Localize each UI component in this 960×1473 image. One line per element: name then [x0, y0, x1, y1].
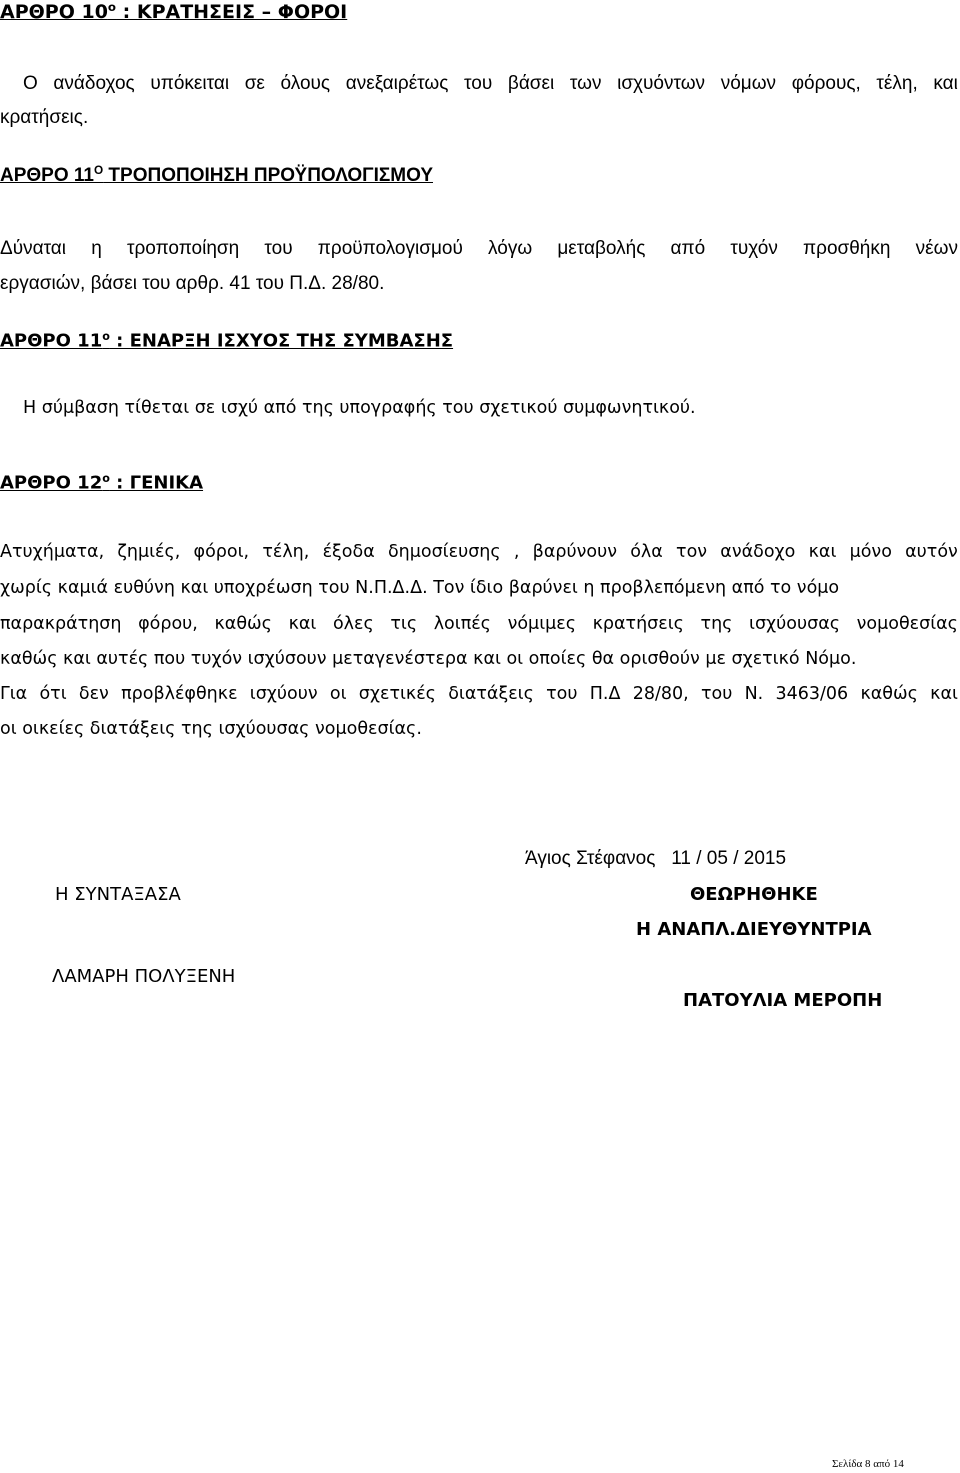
word: Π.Δ	[589, 684, 621, 704]
director-name: ΠΑΤΟΥΛΙΑ ΜΕΡΟΠΗ	[683, 990, 883, 1011]
article-12-line-4: καθώς και αυτές που τυχόν ισχύσουν μεταγενέστερα και οι οποίες θα ορισθούν με σχετικό Νόμο.	[0, 649, 857, 669]
word: καθώς	[860, 684, 918, 704]
word: από	[670, 238, 706, 259]
word: υπόκειται	[150, 73, 230, 94]
word: δεν	[78, 684, 109, 704]
word: ισχύουν	[249, 684, 318, 704]
article-11-start-line-1: Η σύμβαση τίθεται σε ισχύ από της υπογραφής του σχετικού συμφωνητικού.	[23, 398, 696, 418]
word: νέων	[915, 238, 958, 259]
word: τυχόν	[730, 238, 778, 259]
word: Ο	[23, 73, 38, 94]
heading-text: ΑΡΘΡΟ 12	[0, 472, 103, 494]
article-10-line-1	[23, 73, 958, 95]
heading-superscript: ο	[107, 0, 117, 14]
article-12-line-3	[0, 614, 958, 634]
word: του	[264, 238, 293, 259]
heading-superscript: Ο	[94, 164, 104, 177]
word: ισχύουσας	[749, 614, 841, 634]
word: και	[930, 684, 958, 704]
word: σχετικές	[358, 684, 436, 704]
heading-text: ΑΡΘΡΟ 11	[0, 165, 94, 187]
word: φόρους,	[791, 73, 861, 94]
word: της	[700, 614, 733, 634]
word: Δύναται	[0, 238, 67, 259]
word: η	[91, 238, 102, 259]
word: Ν.	[744, 684, 764, 704]
article-11-start-heading	[0, 330, 453, 352]
article-12-line-1	[0, 542, 958, 562]
word: λόγω	[488, 238, 533, 259]
word: προϋπολογισμού	[317, 238, 463, 259]
word: και	[288, 614, 317, 634]
word: του	[546, 684, 578, 704]
article-12-line-2: χωρίς καμιά ευθύνη και υποχρέωση του Ν.Π.Δ.Δ. Τον ίδιο βαρύνει η προβλεπόμενη από το νόμο	[0, 578, 840, 598]
article-12-line-5	[0, 684, 958, 704]
word: μεταβολής	[557, 238, 646, 259]
word: παρακράτηση	[0, 614, 122, 634]
word: οι	[329, 684, 347, 704]
word: και	[808, 542, 837, 562]
word: λοιπές	[433, 614, 491, 634]
word: δημοσίευσης	[387, 542, 501, 562]
word: τις	[390, 614, 418, 634]
article-11-budget-line-1	[0, 238, 958, 260]
word: τροποποίηση	[126, 238, 240, 259]
heading-text: : ΓΕΝΙΚΑ	[109, 472, 204, 494]
word: ανεξαιρέτως	[345, 73, 449, 94]
page-number: Σελίδα 8 από 14	[832, 1458, 904, 1470]
article-12-heading	[0, 472, 203, 494]
heading-text: : ΕΝΑΡΞΗ ΙΣΧΥΟΣ ΤΗΣ ΣΥΜΒΑΣΗΣ	[109, 330, 454, 352]
word: 28/80,	[632, 684, 689, 704]
article-10-line-2: κρατήσεις.	[0, 107, 89, 128]
word: βάσει	[507, 73, 555, 94]
word: τον	[676, 542, 708, 562]
word: και	[933, 73, 958, 94]
heading-text: ΤΡΟΠΟΠΟΙΗΣΗ ΠΡΟΫΠΟΛΟΓΙΣΜΟΥ	[103, 165, 433, 187]
heading-text: ΑΡΘΡΟ 10	[0, 1, 108, 24]
word: ,	[513, 542, 520, 562]
word: έξοδα	[322, 542, 375, 562]
word: ισχυόντων	[617, 73, 706, 94]
word: διατάξεις	[448, 684, 534, 704]
word: καθώς	[214, 614, 272, 634]
heading-superscript: ο	[102, 330, 110, 343]
word: 3463/06	[775, 684, 849, 704]
director-label: Η ΑΝΑΠΛ.ΔΙΕΥΘΥΝΤΡΙΑ	[636, 919, 872, 940]
place-and-date: Άγιος Στέφανος 11 / 05 / 2015	[525, 848, 787, 869]
word: του	[700, 684, 733, 704]
word: νόμων	[720, 73, 777, 94]
word: φόροι,	[193, 542, 250, 562]
word: του	[464, 73, 493, 94]
heading-superscript: ο	[102, 472, 110, 485]
approved-label: ΘΕΩΡΗΘΗΚΕ	[690, 884, 818, 905]
compiler-name: ΛΑΜΑΡΗ ΠΟΛΥΞΕΝΗ	[52, 966, 236, 987]
word: των	[569, 73, 602, 94]
word: όλα	[630, 542, 663, 562]
article-12-line-6: οι οικείες διατάξεις της ισχύουσας νομοθεσίας.	[0, 719, 422, 739]
word: ανάδοχος	[53, 73, 135, 94]
word: όλες	[332, 614, 374, 634]
word: Ατυχήματα,	[0, 542, 105, 562]
word: τέλη,	[262, 542, 310, 562]
article-11-budget-line-2: εργασιών, βάσει του αρθρ. 41 του Π.Δ. 28/80.	[0, 273, 385, 294]
heading-text: ΑΡΘΡΟ 11	[0, 330, 103, 352]
word: όλους	[280, 73, 331, 94]
word: νομοθεσίας	[856, 614, 958, 634]
article-11-budget-heading	[0, 164, 433, 187]
word: βαρύνουν	[532, 542, 617, 562]
word: ζημιές,	[117, 542, 181, 562]
word: μόνο	[849, 542, 892, 562]
word: Για	[0, 684, 28, 704]
word: ότι	[39, 684, 67, 704]
heading-text: : ΚΡΑΤΗΣΕΙΣ – ΦΟΡΟΙ	[116, 1, 348, 24]
word: προσθήκη	[803, 238, 891, 259]
word: κρατήσεις	[592, 614, 684, 634]
word: τέλη,	[876, 73, 918, 94]
word: νόμιμες	[507, 614, 576, 634]
word: φόρου,	[138, 614, 198, 634]
word: προβλέφθηκε	[121, 684, 238, 704]
word: σε	[244, 73, 265, 94]
word: ανάδοχο	[720, 542, 796, 562]
word: αυτόν	[905, 542, 958, 562]
compiler-label: Η ΣΥΝΤΑΞΑΣΑ	[55, 884, 181, 905]
article-10-heading	[0, 0, 347, 23]
